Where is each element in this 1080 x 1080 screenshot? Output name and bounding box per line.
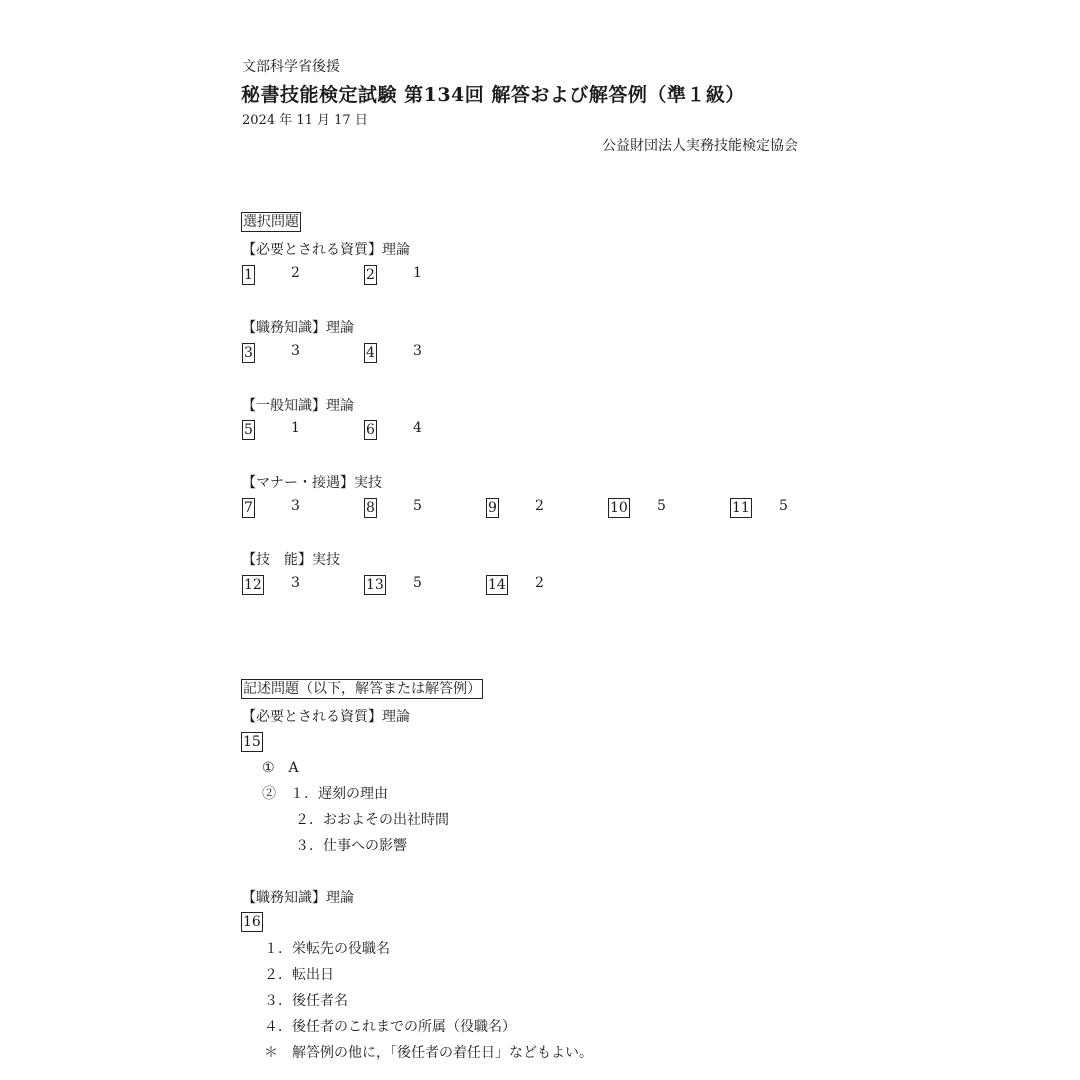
section-label: 【技 能】実技 [242,552,340,568]
answer-line: ① A [262,760,299,776]
answer-value: 3 [291,498,300,514]
section-heading-box: 記述問題（以下，解答または解答例） [243,681,481,697]
descriptive-heading [241,678,483,699]
question-number-box: 6 [366,422,375,438]
question-number-box: 13 [366,577,384,593]
question-number-box: 1 [244,267,253,283]
supporter-line: 文部科学省後援 [242,59,340,75]
section-label: 【職務知識】理論 [242,320,354,336]
answer-value: 5 [657,498,666,514]
answer-value: 2 [535,575,544,591]
answer-line: １．栄転先の役職名 [264,941,390,957]
answer-note: ＊ 解答例の他に，「後任者の着任日」などもよい。 [264,1045,593,1061]
answer-value: 3 [291,343,300,359]
question-number-box: 2 [366,267,375,283]
answer-value: 1 [413,265,422,281]
answer-value: 4 [413,420,422,436]
answer-value: 5 [413,498,422,514]
answer-line: ４．後任者のこれまでの所属（役職名） [264,1019,516,1035]
question-number-box: 11 [732,500,750,516]
section-label: 【一般知識】理論 [242,398,354,414]
question-number-box: 12 [244,577,262,593]
page-title: 秘書技能検定試験 第134回 解答および解答例（準１級） [241,84,745,106]
multiple-choice-heading [241,211,301,232]
question-number-box: 14 [488,577,506,593]
organization-name: 公益財団法人実務技能検定協会 [602,138,798,154]
question-number-box: 4 [366,345,375,361]
question-number-box: 3 [244,345,253,361]
question-number-box: 9 [488,500,497,516]
answer-value: 3 [291,575,300,591]
section-heading-box: 選択問題 [243,214,299,230]
answer-value: 5 [779,498,788,514]
question-number-box: 7 [244,500,253,516]
question-number-box: 8 [366,500,375,516]
section-label: 【必要とされる資質】理論 [242,242,410,258]
answer-value: 5 [413,575,422,591]
section-label: 【職務知識】理論 [242,890,354,906]
question-number-box: 15 [243,734,261,750]
section-label: 【必要とされる資質】理論 [242,709,410,725]
answer-line: ２．おおよその出社時間 [295,812,449,828]
answer-line: ② １．遅刻の理由 [262,786,388,802]
answer-value: 3 [413,343,422,359]
question-number-box: 16 [243,914,261,930]
answer-line: ３．仕事への影響 [295,838,407,854]
answer-value: 1 [291,420,300,436]
answer-line: ３．後任者名 [264,993,348,1009]
question-number-box: 5 [244,422,253,438]
answer-value: 2 [535,498,544,514]
answer-line: ２．転出日 [264,967,334,983]
answer-value: 2 [291,265,300,281]
question-number-box: 10 [610,500,628,516]
exam-date: 2024 年 11 月 17 日 [242,113,368,128]
section-label: 【マナー・接遇】実技 [242,475,382,491]
